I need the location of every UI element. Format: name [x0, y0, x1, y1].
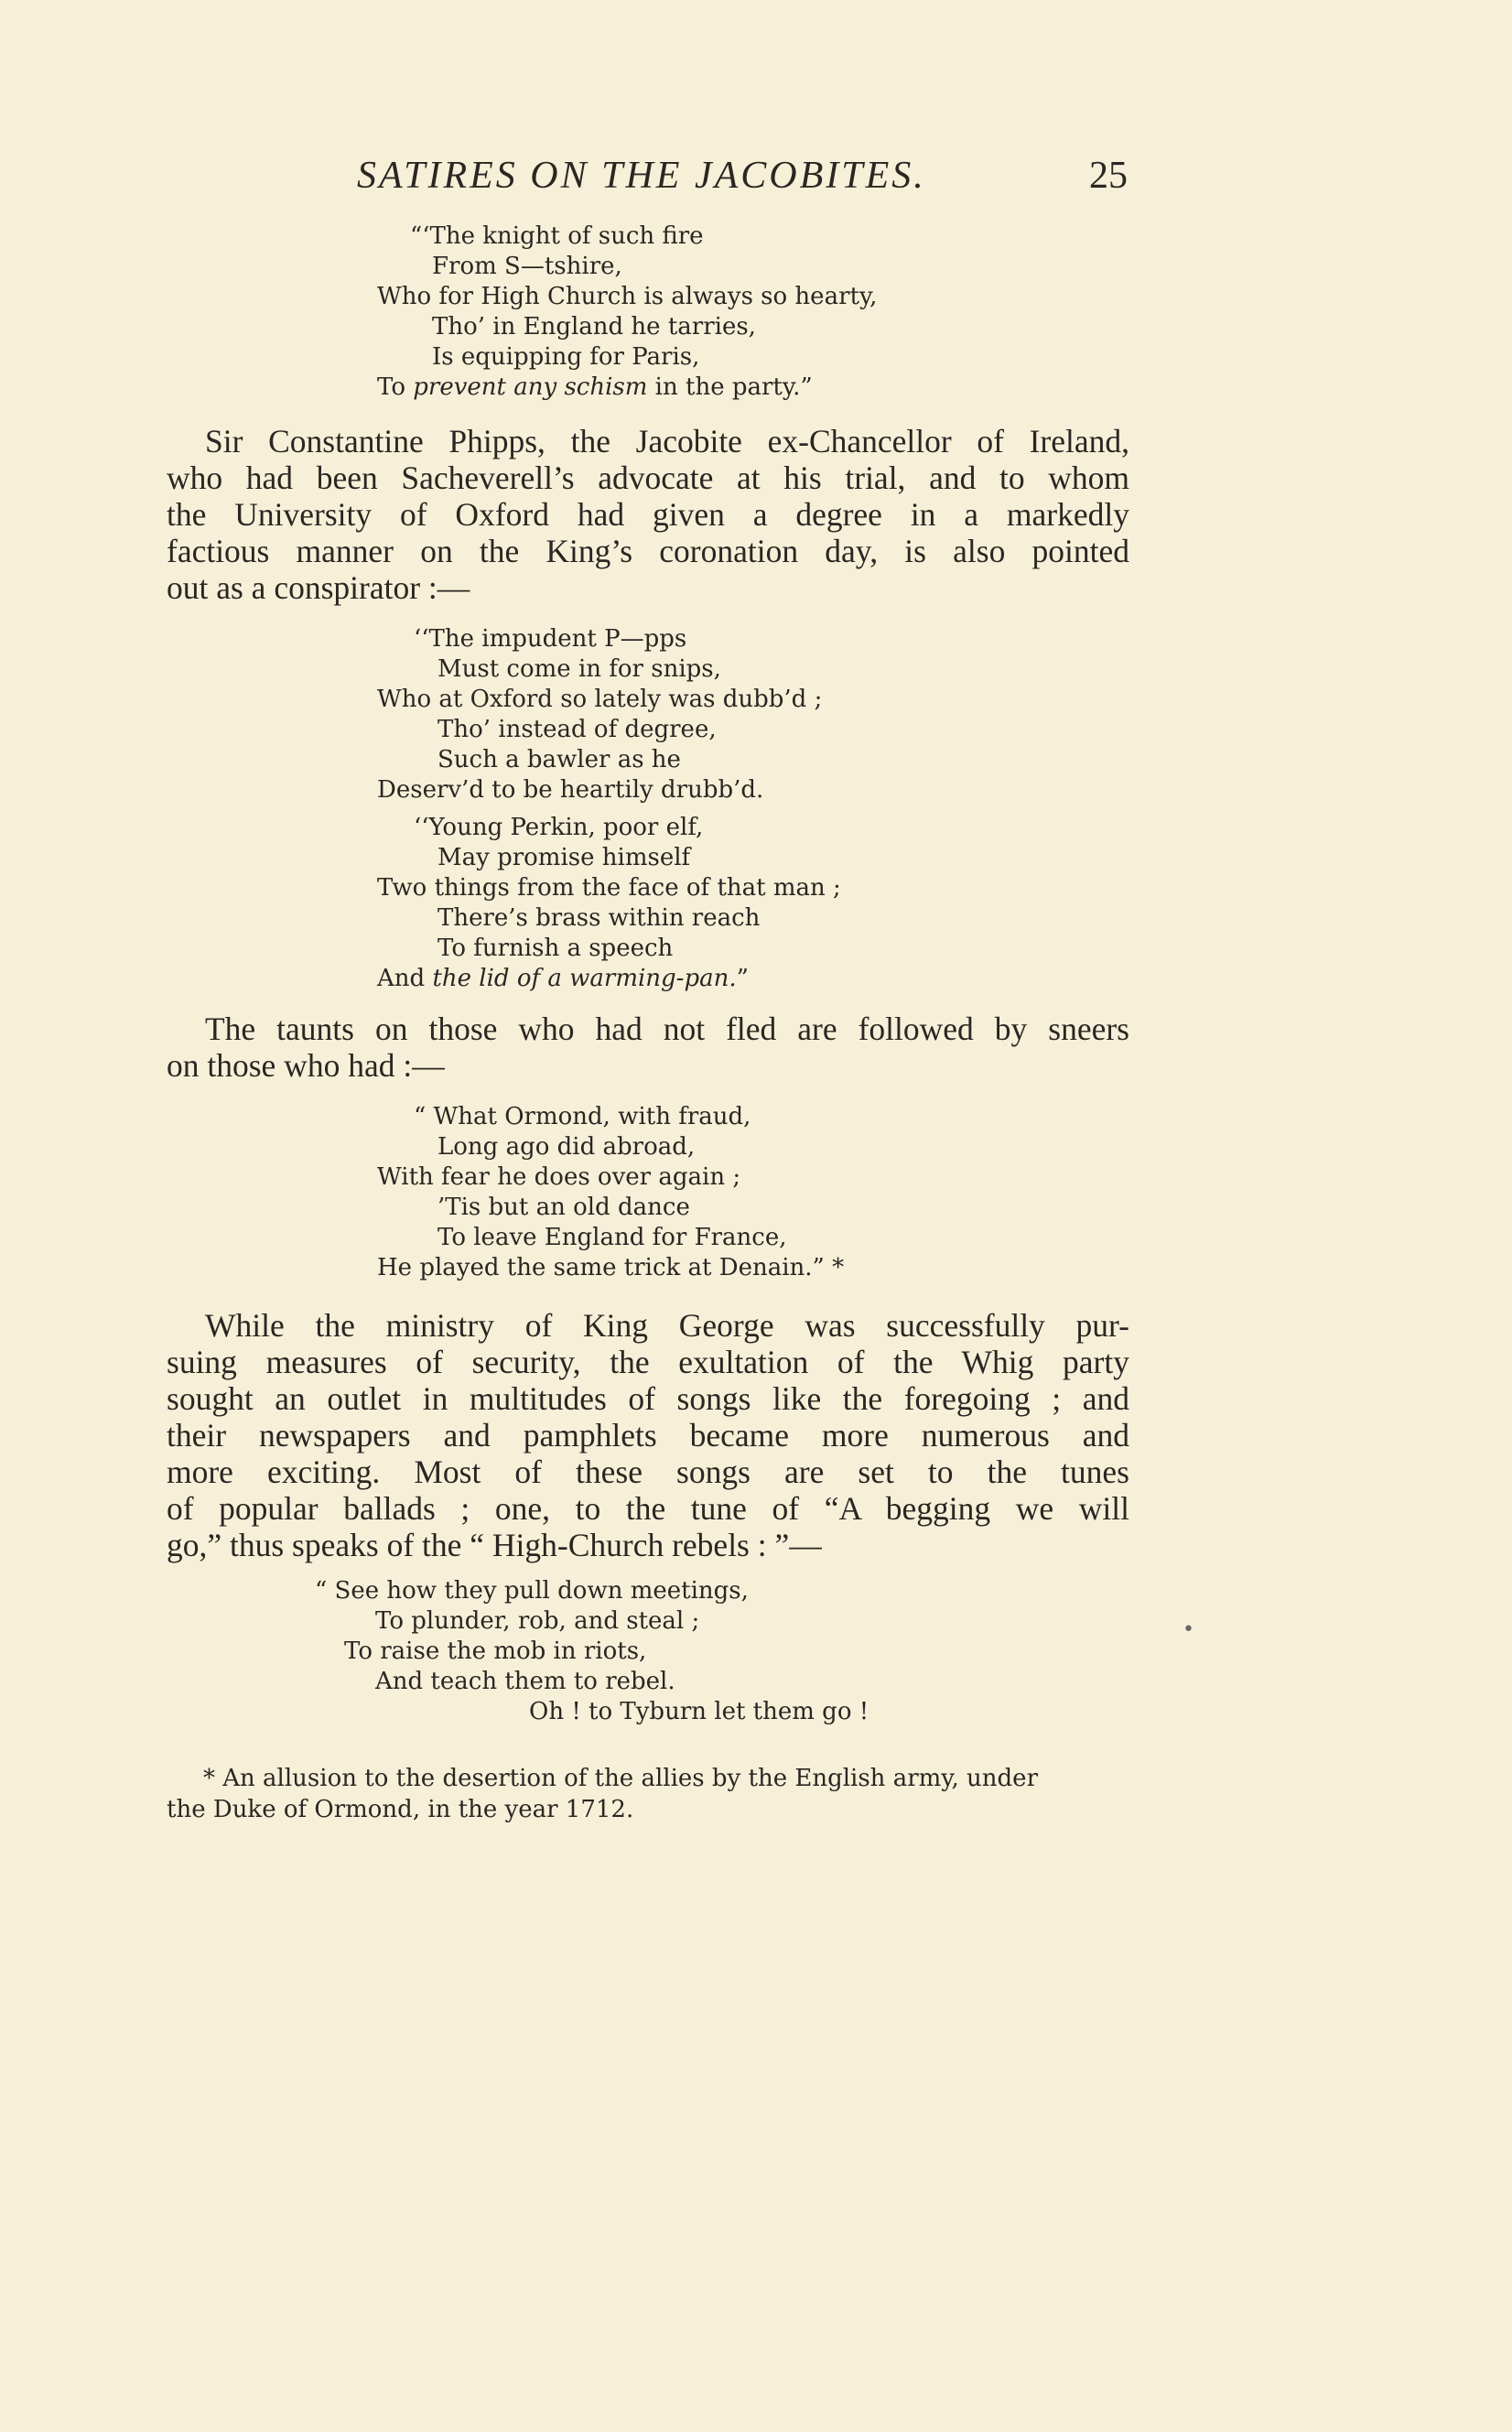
footnote-line: * An allusion to the desertion of the allies by the English army, under: [203, 1765, 1038, 1792]
paragraph-line: suing measures of security, the exultation of the Whig party: [167, 1344, 1129, 1380]
paragraph-taunts: [167, 1011, 1129, 1084]
paragraph-line: The taunts on those who had not fled are followed by sneers: [205, 1011, 1129, 1047]
verse-line-start: And: [377, 965, 433, 992]
verse-stanza-high-church: [315, 1576, 869, 1727]
page-number: 25: [1089, 155, 1128, 197]
verse-line: Who for High Church is always so hearty,: [377, 283, 878, 310]
paragraph-line: the University of Oxford had given a degree in a markedly: [167, 496, 1129, 533]
verse-line: Deserv’d to be heartily drubb’d.: [377, 776, 764, 804]
verse-line: ’Tis but an old dance: [437, 1194, 690, 1221]
verse-line: And teach them to rebel.: [375, 1668, 675, 1695]
verse-line-start: To: [377, 373, 414, 401]
verse-line: “‘The knight of such fire: [410, 222, 704, 250]
paragraph-phipps: [167, 423, 1129, 606]
verse-line: To leave England for France,: [437, 1224, 787, 1251]
italic-phrase: prevent any schism: [413, 373, 648, 401]
verse-line: Tho’ instead of degree,: [437, 716, 717, 743]
verse-line: ‘‘The impudent P—pps: [414, 625, 687, 653]
margin-speck: •: [1183, 1618, 1194, 1641]
verse-line: From S—tshire,: [432, 253, 622, 280]
verse-line: [377, 373, 877, 403]
italic-phrase: the lid of a warming-pan.: [432, 965, 737, 992]
verse-line: Who at Oxford so lately was dubb’d ;: [377, 686, 823, 713]
verse-stanza-ormond: [377, 1102, 844, 1283]
paragraph-line: of popular ballads ; one, to the tune of “A begging we will: [167, 1490, 1129, 1527]
paragraph-line: more exciting. Most of these songs are set to the tunes: [167, 1454, 1129, 1490]
verse-line: There’s brass within reach: [437, 904, 761, 932]
verse-line: To plunder, rob, and steal ;: [375, 1607, 700, 1635]
verse-line: To raise the mob in riots,: [344, 1638, 647, 1665]
paragraph-line: While the ministry of King George was successfully pur-: [205, 1307, 1129, 1344]
verse-line: [377, 964, 841, 994]
verse-line: Oh ! to Tyburn let them go !: [529, 1698, 869, 1725]
paragraph-line: who had been Sacheverell’s advocate at his trial, and to whom: [167, 459, 1129, 496]
verse-line: Such a bawler as he: [437, 746, 681, 773]
footnote-line: the Duke of Ormond, in the year 1712.: [167, 1796, 634, 1823]
verse-line: ‘‘Young Perkin, poor elf,: [414, 814, 704, 841]
verse-line: To furnish a speech: [437, 935, 674, 962]
verse-stanza-knight: [377, 222, 877, 403]
verse-line: He played the same trick at Denain.” *: [377, 1254, 845, 1281]
verse-stanza-perkin: [377, 813, 841, 994]
verse-line: With fear he does over again ;: [377, 1163, 741, 1191]
running-title: SATIRES ON THE JACOBITES.: [357, 155, 926, 197]
paragraph-whig: [167, 1307, 1129, 1563]
paragraph-line: out as a conspirator :—: [167, 569, 470, 606]
verse-line: May promise himself: [437, 844, 691, 871]
footnote: [167, 1763, 1129, 1825]
verse-stanza-phipps: [377, 624, 822, 805]
verse-line-end: ”: [736, 965, 749, 992]
paragraph-line: factious manner on the King’s coronation day, is also pointed: [167, 533, 1129, 569]
paragraph-line: their newspapers and pamphlets became more numerous and: [167, 1417, 1129, 1454]
verse-line: Long ago did abroad,: [437, 1133, 696, 1161]
paragraph-line: Sir Constantine Phipps, the Jacobite ex-Chancellor of Ireland,: [205, 423, 1129, 459]
verse-line-end: in the party.”: [647, 373, 813, 401]
verse-line: Is equipping for Paris,: [432, 343, 700, 371]
verse-line: Tho’ in England he tarries,: [432, 313, 756, 340]
verse-line: “ See how they pull down meetings,: [315, 1577, 749, 1605]
verse-line: Two things from the face of that man ;: [377, 874, 841, 902]
verse-line: “ What Ormond, with fraud,: [414, 1103, 751, 1130]
paragraph-line: go,” thus speaks of the “ High-Church rebels : ”—: [167, 1527, 822, 1563]
verse-line: Must come in for snips,: [437, 655, 721, 683]
paragraph-line: on those who had :—: [167, 1047, 445, 1084]
paragraph-line: sought an outlet in multitudes of songs like the foregoing ; and: [167, 1380, 1129, 1417]
